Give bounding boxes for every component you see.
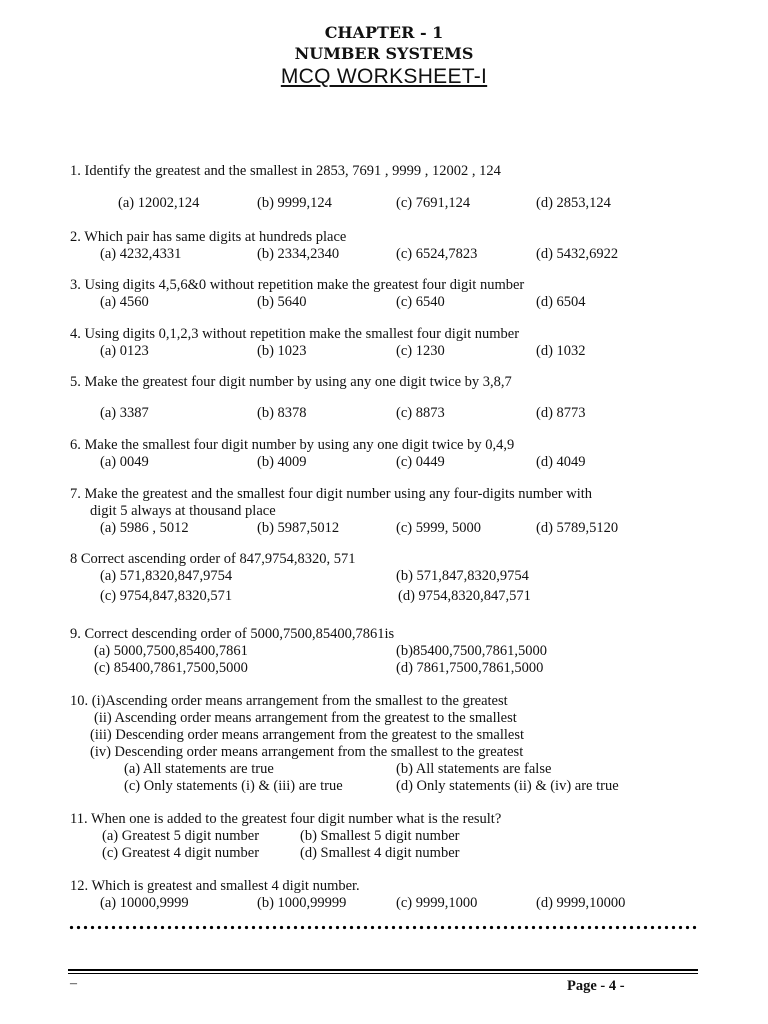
question-2-option-b: (b) 2334,2340: [257, 246, 340, 262]
question-10-statement-iii: (iii) Descending order means arrangement from the greatest to the smallest: [90, 727, 525, 743]
question-9-text: 9. Correct descending order of 5000,7500,85400,7861is: [70, 626, 395, 642]
question-3-text: 3. Using digits 4,5,6&0 without repetition make the greatest four digit number: [70, 277, 525, 293]
question-2-option-d: (d) 5432,6922: [536, 246, 619, 262]
question-3-option-b: (b) 5640: [257, 294, 307, 310]
question-12-option-a: (a) 10000,9999: [100, 895, 189, 911]
question-5-text: 5. Make the greatest four digit number by using any one digit twice by 3,8,7: [70, 374, 512, 390]
question-2-option-a: (a) 4232,4331: [100, 246, 182, 262]
question-10-statement-ii: (ii) Ascending order means arrangement from the greatest to the smallest: [94, 710, 517, 726]
footer-rule-top: [68, 969, 698, 971]
chapter-title: CHAPTER - 1: [324, 23, 444, 42]
question-8-text: 8 Correct ascending order of 847,9754,8320, 571: [70, 551, 356, 567]
question-3-option-c: (c) 6540: [396, 294, 445, 310]
question-8-option-d: (d) 9754,8320,847,571: [398, 588, 531, 604]
question-5-option-c: (c) 8873: [396, 405, 445, 421]
question-10-option-a: (a) All statements are true: [124, 761, 274, 777]
question-9-option-d: (d) 7861,7500,7861,5000: [396, 660, 544, 676]
question-12-option-b: (b) 1000,99999: [257, 895, 347, 911]
question-4-option-a: (a) 0123: [100, 343, 149, 359]
question-1-option-a: (a) 12002,124: [118, 195, 200, 211]
question-8-option-c: (c) 9754,847,8320,571: [100, 588, 233, 604]
question-1-option-c: (c) 7691,124: [396, 195, 471, 211]
question-4-option-b: (b) 1023: [257, 343, 307, 359]
question-6-option-c: (c) 0449: [396, 454, 445, 470]
footer-mark: –: [70, 976, 77, 991]
question-7-option-d: (d) 5789,5120: [536, 520, 619, 536]
question-7-text: 7. Make the greatest and the smallest four digit number using any four-digits number with: [70, 486, 592, 502]
question-3-option-a: (a) 4560: [100, 294, 149, 310]
question-11-option-c: (c) Greatest 4 digit number: [102, 845, 260, 861]
question-6-option-d: (d) 4049: [536, 454, 586, 470]
question-10-option-b: (b) All statements are false: [396, 761, 552, 777]
question-5-option-b: (b) 8378: [257, 405, 307, 421]
question-4-option-d: (d) 1032: [536, 343, 586, 359]
subject-title: NUMBER SYSTEMS: [294, 44, 474, 63]
question-8-option-b: (b) 571,847,8320,9754: [396, 568, 529, 584]
question-1-text: 1. Identify the greatest and the smallest in 2853, 7691 , 9999 , 12002 , 124: [70, 163, 501, 179]
question-11-option-b: (b) Smallest 5 digit number: [300, 828, 460, 844]
question-5-option-a: (a) 3387: [100, 405, 149, 421]
question-4-text: 4. Using digits 0,1,2,3 without repetition make the smallest four digit number: [70, 326, 520, 342]
footer-rule-bottom: [68, 973, 698, 974]
question-11-option-d: (d) Smallest 4 digit number: [300, 845, 460, 861]
question-5-option-d: (d) 8773: [536, 405, 586, 421]
question-9-option-c: (c) 85400,7861,7500,5000: [94, 660, 248, 676]
question-10-statement-iv: (iv) Descending order means arrangement from the smallest to the greatest: [90, 744, 524, 760]
question-6-option-a: (a) 0049: [100, 454, 149, 470]
question-11-option-a: (a) Greatest 5 digit number: [102, 828, 260, 844]
question-12-option-d: (d) 9999,10000: [536, 895, 626, 911]
question-6-option-b: (b) 4009: [257, 454, 307, 470]
question-7-option-a: (a) 5986 , 5012: [100, 520, 189, 536]
question-10-text: 10. (i)Ascending order means arrangement from the smallest to the greatest: [70, 693, 508, 709]
worksheet-title: MCQ WORKSHEET-I: [280, 65, 488, 88]
question-1-option-d: (d) 2853,124: [536, 195, 611, 211]
question-1-option-b: (b) 9999,124: [257, 195, 332, 211]
question-8-option-a: (a) 571,8320,847,9754: [100, 568, 233, 584]
question-10-option-c: (c) Only statements (i) & (iii) are true: [124, 778, 343, 794]
question-2-text: 2. Which pair has same digits at hundreds place: [70, 229, 347, 245]
question-7-option-b: (b) 5987,5012: [257, 520, 340, 536]
question-10-option-d: (d) Only statements (ii) & (iv) are true: [396, 778, 619, 794]
question-12-option-c: (c) 9999,1000: [396, 895, 478, 911]
page-number: Page - 4 -: [567, 978, 625, 994]
question-7-text-line-2: digit 5 always at thousand place: [90, 503, 276, 519]
question-6-text: 6. Make the smallest four digit number by using any one digit twice by 0,4,9: [70, 437, 515, 453]
question-2-option-c: (c) 6524,7823: [396, 246, 478, 262]
question-11-text: 11. When one is added to the greatest four digit number what is the result?: [70, 811, 502, 827]
question-9-option-a: (a) 5000,7500,85400,7861: [94, 643, 248, 659]
question-12-text: 12. Which is greatest and smallest 4 digit number.: [70, 878, 360, 894]
dotted-separator: [68, 925, 698, 930]
question-3-option-d: (d) 6504: [536, 294, 586, 310]
question-9-option-b: (b)85400,7500,7861,5000: [396, 643, 548, 659]
question-4-option-c: (c) 1230: [396, 343, 445, 359]
question-7-option-c: (c) 5999, 5000: [396, 520, 481, 536]
